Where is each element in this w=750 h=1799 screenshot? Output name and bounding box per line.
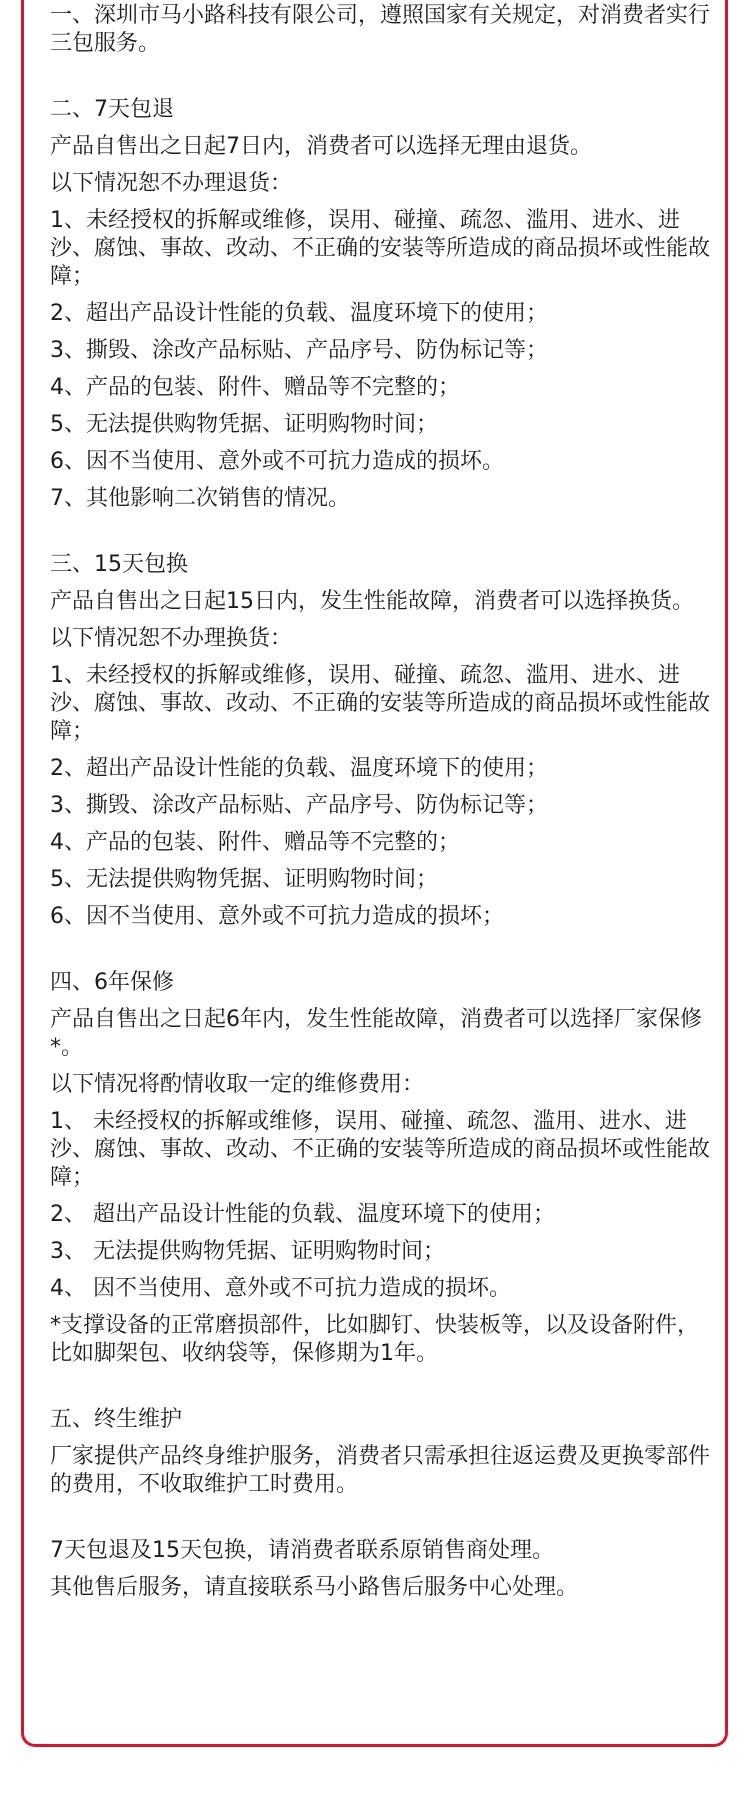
intro-text: 一、深圳市马小路科技有限公司，遵照国家有关规定，对消费者实行三包服务。: [50, 3, 711, 56]
list-item: 3、 无法提供购物凭据、证明购物时间；: [50, 1239, 445, 1264]
list-item: 1、未经授权的拆解或维修，误用、碰撞、疏忽、滥用、进水、进沙、腐蚀、事故、改动、不正确的安装等所造成的商品损坏或性能故障；: [50, 208, 711, 289]
list-item: 2、超出产品设计性能的负载、温度环境下的使用；: [50, 756, 548, 781]
after-sales-policy: [50, 2, 716, 1602]
list-item: 3、撕毁、涂改产品标贴、产品序号、防伪标记等；: [50, 338, 548, 363]
maintenance-heading: 五、终生维护: [50, 1407, 183, 1432]
return-desc: 产品自售出之日起7日内，消费者可以选择无理由退货。: [50, 134, 592, 159]
list-item: 5、无法提供购物凭据、证明购物时间；: [50, 412, 438, 437]
exchange-desc: 产品自售出之日起15日内，发生性能故障，消费者可以选择换货。: [50, 589, 694, 614]
footer-line-1: 7天包退及15天包换，请消费者联系原销售商处理。: [50, 1538, 554, 1563]
list-item: 1、未经授权的拆解或维修，误用、碰撞、疏忽、滥用、进水、进沙、腐蚀、事故、改动、不正确的安装等所造成的商品损坏或性能故障；: [50, 663, 711, 744]
footer-line-2: 其他售后服务，请直接联系马小路售后服务中心处理。: [50, 1575, 579, 1600]
list-item: 6、因不当使用、意外或不可抗力造成的损坏。: [50, 449, 504, 474]
list-item: 3、撕毁、涂改产品标贴、产品序号、防伪标记等；: [50, 793, 548, 818]
list-item: 4、产品的包装、附件、赠品等不完整的；: [50, 375, 460, 400]
list-item: 2、超出产品设计性能的负载、温度环境下的使用；: [50, 301, 548, 326]
list-item: 7、其他影响二次销售的情况。: [50, 486, 350, 511]
list-item: 6、因不当使用、意外或不可抗力造成的损坏；: [50, 904, 504, 929]
warranty-fee-title: 以下情况将酌情收取一定的维修费用：: [50, 1072, 425, 1097]
exchange-heading: 三、15天包换: [50, 552, 188, 577]
list-item: 4、 因不当使用、意外或不可抗力造成的损坏。: [50, 1276, 511, 1301]
maintenance-desc: 厂家提供产品终身维护服务，消费者只需承担往返运费及更换零部件的费用，不收取维护工时费用。: [50, 1444, 711, 1497]
return-heading: 二、7天包退: [50, 97, 174, 122]
list-item: 5、无法提供购物凭据、证明购物时间；: [50, 867, 438, 892]
list-item: 1、 未经授权的拆解或维修，误用、碰撞、疏忽、滥用、进水、进沙、腐蚀、事故、改动、不正确的安装等所造成的商品损坏或性能故障；: [50, 1109, 711, 1190]
list-item: 4、产品的包装、附件、赠品等不完整的；: [50, 830, 460, 855]
return-exclusion-title: 以下情况恕不办理退货：: [50, 171, 293, 196]
warranty-desc: 产品自售出之日起6年内，发生性能故障，消费者可以选择厂家保修*。: [50, 1007, 702, 1060]
exchange-exclusion-title: 以下情况恕不办理换货：: [50, 626, 293, 651]
warranty-heading: 四、6年保修: [50, 970, 174, 995]
list-item: 2、 超出产品设计性能的负载、温度环境下的使用；: [50, 1202, 555, 1227]
warranty-note: *支撑设备的正常磨损部件，比如脚钉、快装板等，以及设备附件，比如脚架包、收纳袋等，保修期为1年。: [50, 1313, 700, 1366]
